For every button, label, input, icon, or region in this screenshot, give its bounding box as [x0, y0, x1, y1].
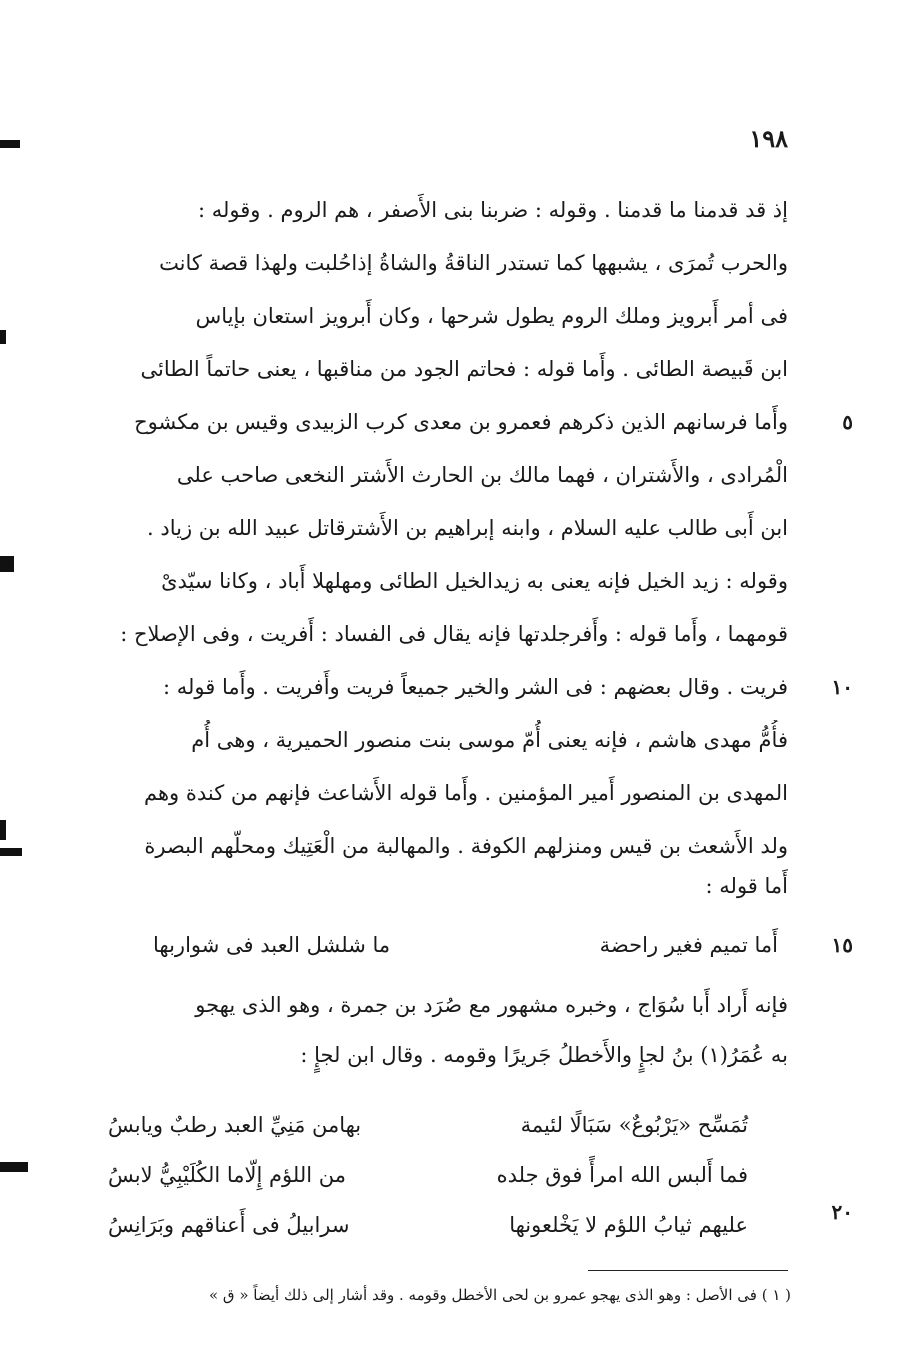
- text-line: به عُمَرُ(١) بنُ لجإٍ والأَخطلُ جَريرًا وقومه . وقال ابن لجإٍ :: [300, 1043, 788, 1067]
- text-line: فأُمُّ مهدى هاشم ، فإنه يعنى أُمّ موسى بنت منصور الحميرية ، وهى أُم: [191, 728, 788, 752]
- verse-line: [108, 923, 788, 967]
- verse-hemistich-right: أَما تميم فغير راحضة: [599, 933, 778, 957]
- text-line: ابن أَبى طالب عليه السلام ، وابنه إبراهيم بن الأَشترقاتل عبيد الله بن زياد .: [147, 516, 788, 540]
- text-line: إذ قد قدمنا ما قدمنا . وقوله : ضربنا بنى الأَصفر ، هم الروم . وقوله :: [198, 198, 788, 222]
- text-line: ابن قَبيصة الطائى . وأَما قوله : فحاتم الجود من مناقبها ، يعنى حاتماً الطائى: [140, 357, 788, 381]
- scan-edge-mark: [0, 556, 14, 572]
- text-line: وأَما فرسانهم الذين ذكرهم فعمرو بن معدى كرب الزبيدى وقيس بن مكشوح: [134, 410, 788, 434]
- line-number-5: ٥: [842, 410, 853, 434]
- verse-hemistich-right: عليهم ثيابُ اللؤم لا يَخْلعونها: [509, 1213, 748, 1237]
- text-line: فى أمر أَبرويز وملك الروم يطول شرحها ، وكان أَبرويز استعان بإياس: [195, 304, 788, 328]
- page-number: ١٩٨: [749, 124, 788, 153]
- verse-hemistich-left: من اللؤم إِلّاما الكُلَيْبِيُّ لابسُ: [108, 1163, 346, 1187]
- scan-edge-mark: [0, 140, 20, 148]
- text-line: والحرب تُمرَى ، يشبهها كما تستدر الناقةُ والشاةُ إذاحُلبت ولهذا قصة كانت: [159, 251, 788, 275]
- text-line: فإنه أَراد أَبا سُوَاج ، وخبره مشهور مع صُرَد بن جمرة ، وهو الذى يهجو: [195, 993, 788, 1017]
- text-line: وقوله : زيد الخيل فإنه يعنى به زيدالخيل الطائى ومهلهلا أَباد ، وكانا سيّدىْ: [161, 569, 788, 593]
- verse-line: [108, 1203, 788, 1247]
- line-number-15: ١٥: [831, 933, 853, 957]
- verse-hemistich-right: تُمَسِّح «يَرْبُوعٌ» سَبَالًا لئيمة: [520, 1113, 748, 1137]
- prose-block-2: [108, 985, 788, 1085]
- scan-edge-mark: [0, 1162, 28, 1172]
- scan-edge-mark: [0, 820, 6, 840]
- footnote-divider: [588, 1270, 788, 1271]
- text-line: أَما قوله :: [705, 874, 788, 898]
- scan-edge-mark: [0, 848, 22, 856]
- verse-line: [108, 1153, 788, 1197]
- text-line: الْمُرادى ، والأَشتران ، فهما مالك بن الحارث الأَشتر النخعى صاحب على: [176, 463, 788, 487]
- main-text: [108, 190, 788, 910]
- verse-hemistich-left: بهامن مَنِيِّ العبد رطبٌ ويابسُ: [108, 1113, 362, 1137]
- verse-line: [108, 1103, 788, 1147]
- verse-hemistich-left: سرابيلُ فى أَعناقهم وبَرَانِسُ: [108, 1213, 350, 1237]
- text-line: قومهما ، وأَما قوله : وأَفرجلدتها فإنه يقال فى الفساد : أَفريت ، وفى الإصلاح :: [120, 622, 788, 646]
- line-number-20: ٢٠: [831, 1200, 853, 1224]
- verse-hemistich-right: فما أَلبس الله امرأً فوق جلده: [496, 1163, 748, 1187]
- footnote: ( ١ ) فى الأصل : وهو الذى يهجو عمرو بن لحى الأخطل وقومه . وقد أشار إلى ذلك أيضاً « ق »: [208, 1286, 791, 1304]
- scan-edge-mark: [0, 330, 6, 344]
- text-line: ولد الأَشعث بن قيس ومنزلهم الكوفة . والمهالبة من الْعَتِيك ومحلّهم البصرة: [144, 834, 788, 858]
- text-line: المهدى بن المنصور أَمير المؤمنين . وأَما قوله الأَشاعث فإنهم من كندة وهم: [143, 781, 788, 805]
- text-line: فريت . وقال بعضهم : فى الشر والخير جميعاً فريت وأَفريت . وأَما قوله :: [163, 675, 788, 699]
- line-number-10: ١٠: [831, 675, 853, 699]
- verse-hemistich-left: ما شلشل العبد فى شواربها: [153, 933, 391, 957]
